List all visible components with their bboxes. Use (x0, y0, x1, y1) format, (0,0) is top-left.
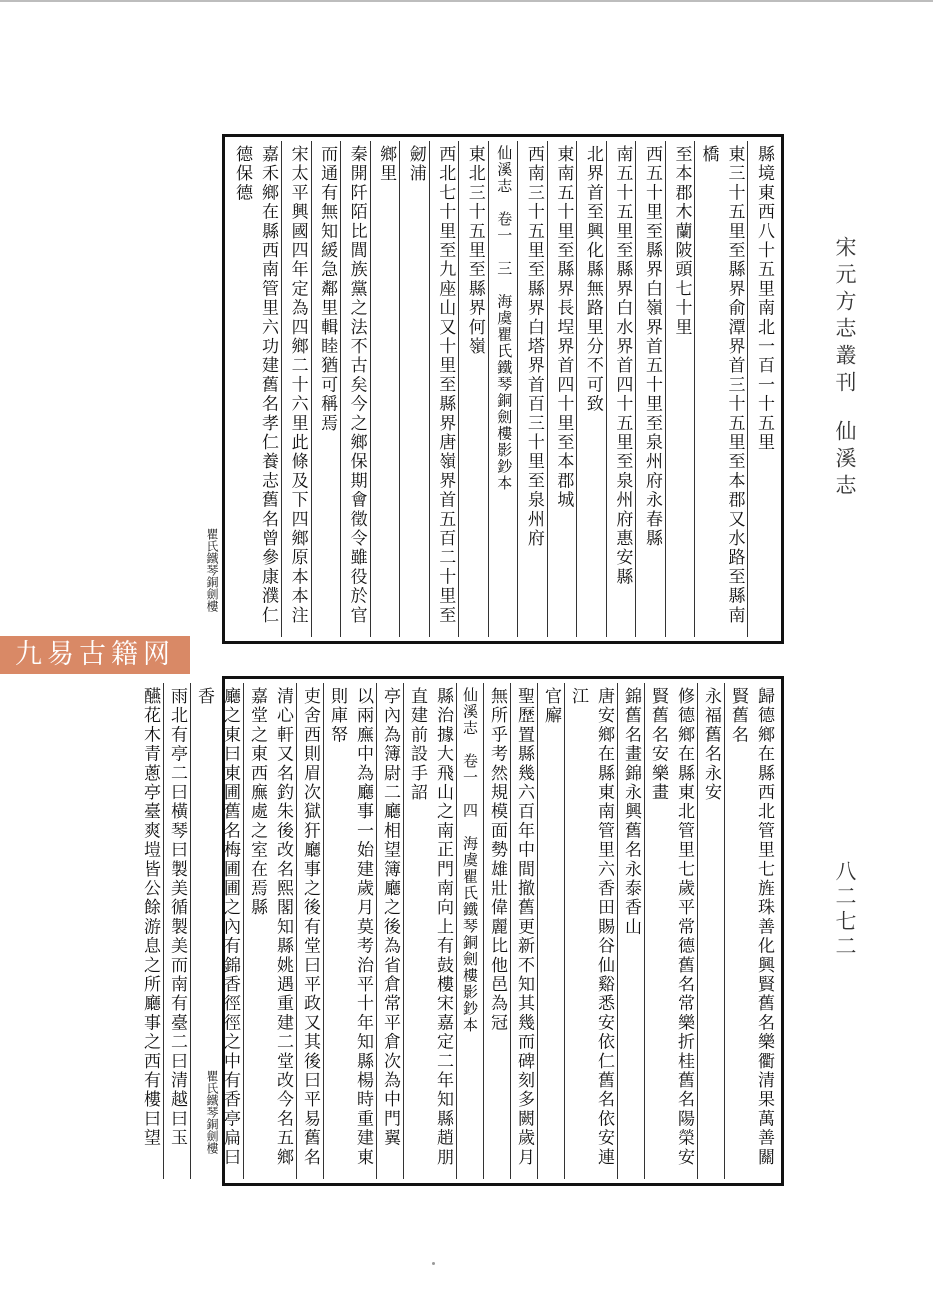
text-column: 縣治據大飛山之南正門南向上有鼓樓宋嘉定二年知縣趙朋直建前設手詔 (403, 683, 456, 1179)
text-column: 亭內為簿尉二廳相望簿廳之後為省倉常平倉次為中門翼 (376, 683, 403, 1179)
center-margin-line: 仙溪志 卷一 四 海虞瞿氏鐵琴銅劍樓影鈔本 (456, 683, 483, 1179)
text-column: 官廨 (537, 683, 564, 1179)
book-title-text: 仙溪志 (833, 420, 857, 501)
text-column: 醼花木青蔥亭臺爽塏皆公餘游息之所廳事之西有樓曰望 (140, 687, 160, 1148)
page-number: 八二七二 (833, 860, 857, 960)
text-column: 西五十里至縣界白嶺界首五十里至泉州府永春縣 (635, 141, 665, 637)
text-column: 劒浦 (399, 141, 429, 637)
text-column: 錦舊名畫錦永興舊名永泰香山 (617, 683, 644, 1179)
text-column: 而通有無知緩急鄰里輯睦猶可稱焉 (311, 141, 341, 637)
series-title-text: 宋元方志叢刊 (833, 236, 857, 398)
text-column: 雨北有亭二曰橫琴曰製美循製美而南有臺二曰清越曰玉 (163, 683, 190, 1179)
page-panel-top (222, 134, 784, 644)
center-margin-line: 仙溪志 卷一 三 海虞瞿氏鐵琴銅劍樓影鈔本 (488, 141, 518, 637)
text-column: 南五十五里至縣界白水界首四十五里至泉州府惠安縣 (606, 141, 636, 637)
series-title (826, 236, 860, 501)
text-column: 東三十五里至縣界俞潭界首三十五里至本郡又水路至縣南橋 (694, 141, 747, 637)
library-seal-top: 瞿氏鐵琴銅劍樓 (205, 528, 219, 612)
text-column: 秦開阡陌比閭族黨之法不古矣今之鄉保期會徵令雖役於官 (340, 141, 370, 637)
text-column: 嘉禾鄉在縣西南管里六功建舊名孝仁養志舊名曾參康濮仁德保德 (232, 145, 279, 625)
text-column: 廳之東曰東圃舊名梅圃圃之內有錦香徑徑之中有香亭扁曰香 (190, 683, 243, 1179)
text-column: 鄉里 (370, 141, 400, 637)
text-columns-top (229, 141, 777, 637)
text-columns-bottom (140, 683, 777, 1179)
text-column: 北界首至興化縣無路里分不可致 (576, 141, 606, 637)
scan-speck (432, 1262, 435, 1265)
page-panel-bottom (140, 676, 784, 1186)
library-seal-bottom: 瞿氏鐵琴銅劍樓 (205, 1070, 219, 1154)
text-column: 清心軒又名釣朱後改名熙閣知縣姚遇重建二堂改今名五鄉嘉堂之東西廡處之室在焉縣 (243, 683, 296, 1179)
text-column: 永福舊名永安 (697, 683, 724, 1179)
text-column: 唐安鄉在縣東南管里六香田賜谷仙谿悉安依仁舊名依安連江 (564, 683, 617, 1179)
text-column: 吏舍西則眉次獄犴廳事之後有堂曰平政又其後曰平易舊名 (296, 683, 323, 1179)
text-column: 聖歷置縣幾六百年中間撤舊更新不知其幾而碑刻多闕歲月 (510, 683, 537, 1179)
site-watermark: 九易古籍网 (0, 636, 190, 674)
text-column: 東北三十五里至縣界何嶺 (458, 141, 488, 637)
text-column: 西南三十五里至縣界白塔界首百三十里至泉州府 (517, 141, 547, 637)
text-column: 縣境東西八十五里南北一百一十五里 (747, 141, 777, 637)
text-column: 以兩廡中為廳事一始建歲月莫考治平十年知縣楊時重建東則庫帑 (323, 683, 376, 1179)
text-column: 至本郡木蘭陂頭七十里 (665, 141, 695, 637)
text-column: 西北七十里至九座山又十里至縣界唐嶺界首五百二十里至 (429, 141, 459, 637)
text-column: 歸德鄉在縣西北管里七旌珠善化興賢舊名樂衢清果萬善關賢舊名 (724, 683, 777, 1179)
text-column: 宋太平興國四年定為四鄉二十六里此條及下四鄉原本本注 (281, 141, 311, 637)
text-column: 東南五十里至縣界長埕界首四十里至本郡城 (547, 141, 577, 637)
top-edge-line (0, 0, 933, 2)
text-column: 無所乎考然規模面勢雄壯偉麗比他邑為冠 (483, 683, 510, 1179)
text-column: 修德鄉在縣東北管里七歲平常德舊名常樂折桂舊名陽榮安賢舊名安樂畫 (644, 683, 697, 1179)
